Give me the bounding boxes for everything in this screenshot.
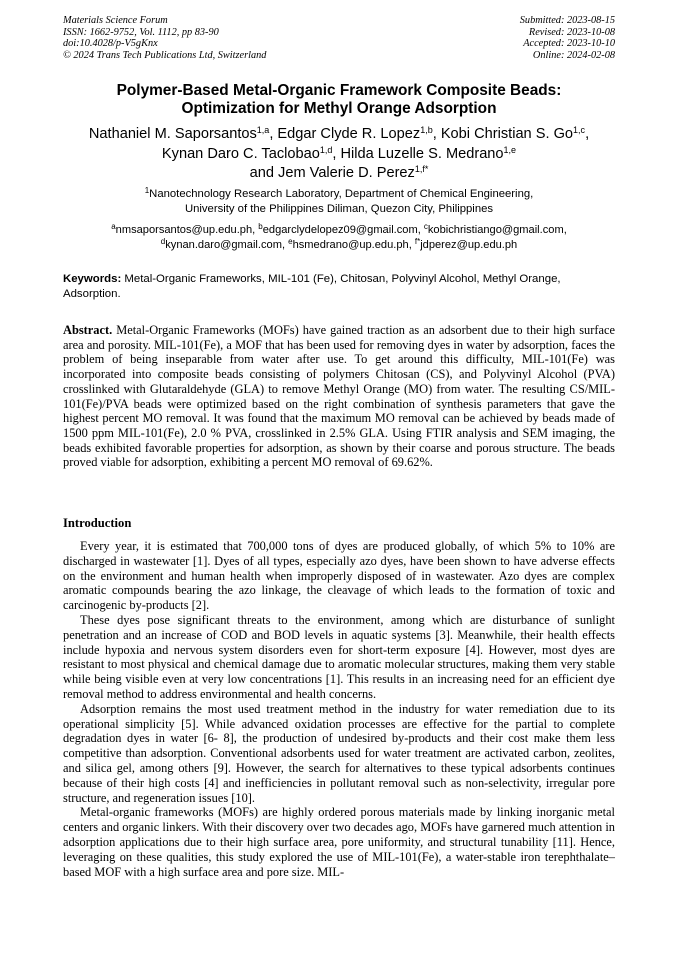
author-affil-mark: 1,a: [256, 125, 270, 135]
submitted-date: Submitted: 2023-08-15: [519, 15, 615, 26]
author-name: Hilda Luzelle S. Medrano: [340, 145, 504, 162]
journal-name: Materials Science Forum: [63, 15, 168, 26]
email-link[interactable]: hsmedrano@up.edu.ph: [292, 238, 409, 251]
keywords-text: Metal-Organic Frameworks, MIL-101 (Fe), Chitosan, Polyvinyl Alcohol, Methyl Orange, Adsorption.: [63, 273, 561, 300]
title-line-1: Polymer-Based Metal-Organic Framework Composite Beads:: [116, 82, 562, 99]
introduction-body: [63, 539, 615, 879]
abstract-text: Metal-Organic Frameworks (MOFs) have gained traction as an adsorbent due to their high surface area and porosity. MIL-101(Fe), a MOF that has been used for removing dyes in water by adsorption, faces the problem of being inseparable from water after use. To get around this difficulty, MIL-101(Fe) was incorporated into composite beads consisting of polymers Chitosan (CS), and Polyvinyl Alcohol (PVA) crosslinked with Glutaraldehyde (GLA) to remove Methyl Orange (MO) from water. The resulting CS/MIL-101(Fe)/PVA beads were optimized based on the right combination of synthesis parameters that gave the highest percent MO removal. It was found that the maximum MO removal can be achieved by beads made of 1500 ppm MIL-101(Fe), 2.0 % PVA, crosslinked in 2.5% GLA. Using FTIR analysis and SEM imaging, the beads exhibited favorable properties for adsorption, as shown by their coarse and porous structure. The beads proved viable for adsorption, exhibiting a percent MO removal of 69.62%.: [63, 323, 615, 470]
author-affil-mark: 1,b: [420, 125, 433, 135]
author-list: [50, 125, 628, 184]
paragraph: Every year, it is estimated that 700,000 tons of dyes are produced globally, of which 5% to 10% are discharged in wastewater [1]. Dyes of all types, especially azo dyes, have been shown to have adverse effects on the environment and human health when improperly disposed of in wastewater. Azo dyes are complex aromatic compounds bearing the azo linkage, the cleavage of which leads to the formation of toxic and carcinogenic by-products [2].: [63, 539, 615, 613]
email-link[interactable]: edgarclydelopez09@gmail.com: [262, 224, 418, 236]
author-affil-mark: 1,f*: [414, 164, 429, 174]
affiliation: [63, 187, 615, 216]
copyright: © 2024 Trans Tech Publications Ltd, Switzerland: [63, 49, 267, 61]
title-line-2: Optimization for Methyl Orange Adsorption: [181, 100, 497, 117]
author-separator: ,: [332, 145, 341, 162]
paragraph: Adsorption remains the most used treatment method in the industry for water remediation due to its operational simplicity [5]. While advanced oxidation processes are effective for the partial to complete degradation dyes in water [6- 8], the production of undesired by-products and their cost make them less competitive than adsorption. Conventional adsorbents used for water treatment are activated carbon, zeolites, and silica gel, among others [9]. However, the search for alternatives to these typical adsorbents continues because of their high costs [4] and inefficiencies in pollutant removal such as non-selectivity, irregular pore structure, and regeneration issues [10].: [63, 701, 615, 805]
author-name: Edgar Clyde R. Lopez: [277, 126, 421, 142]
author-emails: [63, 223, 615, 252]
affiliation-line-2: University of the Philippines Diliman, Quezon City, Philippines: [184, 202, 494, 215]
author-name: Kynan Daro C. Taclobao: [161, 145, 320, 162]
author-name: and Jem Valerie D. Perez: [249, 165, 415, 181]
paragraph: These dyes pose significant threats to the environment, among which are disturbance of sunlight penetration and an increase of COD and BOD levels in aquatic systems [3]. Meanwhile, their health effects include hypoxia and nervous system disorders even for short-term exposure [4]. However, most dyes are resistant to most physical and chemical damage due to aromatic molecular structures, making them very stable while being visible even at very low concentrations [1]. This results in an increasing need for an efficient dye removal method to address environmental and health concerns.: [63, 612, 615, 701]
authors-line-3: [50, 164, 628, 184]
email-link[interactable]: kynan.daro@gmail.com: [165, 238, 282, 251]
email-mark: e: [288, 236, 293, 246]
paragraph: Metal-organic frameworks (MOFs) are highly ordered porous materials made by linking inorganic metal centers and organic linkers. With their discovery over two decades ago, MOFs have garnered much attention in adsorption applications due to their high surface area, pore uniformity, and structural tunability [11]. Hence, leveraging on these qualities, this study explored the use of MIL-101(Fe), a water-stable iron terephthalate–based MOF with a high surface area and pore size. MIL-: [63, 805, 615, 879]
email-mark: d: [160, 236, 166, 246]
email-separator: ,: [408, 238, 415, 251]
authors-line-1: [50, 125, 628, 145]
authors-line-2: [50, 145, 628, 165]
section-heading-introduction: Introduction: [63, 516, 132, 530]
author-separator: ,: [269, 126, 278, 142]
online-date: Online: 2024-02-08: [532, 49, 615, 61]
author-separator: ,: [432, 126, 441, 142]
email-mark: a: [111, 222, 116, 231]
author-affil-mark: 1,c: [573, 125, 586, 135]
affiliation-text: Nanotechnology Research Laboratory, Department of Chemical Engineering,: [149, 188, 534, 200]
email-link[interactable]: jdperez@up.edu.ph: [420, 238, 518, 251]
paper-title: [63, 82, 615, 118]
affiliation-line-1: [63, 187, 615, 202]
author-affil-mark: 1,e: [503, 144, 517, 155]
journal-header-left: [63, 15, 266, 61]
accepted-date: Accepted: 2023-10-10: [523, 38, 615, 49]
email-mark: b: [258, 222, 263, 231]
email-mark: c: [423, 222, 428, 231]
email-separator: ,: [252, 224, 259, 236]
affiliation-mark: 1: [144, 186, 150, 195]
emails-line-2: [63, 238, 615, 253]
issn-volume: ISSN: 1662-9752, Vol. 1112, pp 83-90: [63, 26, 219, 38]
journal-header-right: [520, 15, 615, 61]
email-separator: ,: [417, 224, 424, 236]
author-affil-mark: 1,d: [319, 144, 333, 155]
email-link[interactable]: nmsaporsantos@up.edu.ph: [115, 224, 253, 236]
author-name: Nathaniel M. Saporsantos: [88, 126, 257, 142]
email-link[interactable]: kobichristiango@gmail.com: [427, 224, 564, 236]
abstract: [63, 323, 615, 470]
email-separator: ,: [281, 238, 289, 251]
revised-date: Revised: 2023-10-08: [528, 26, 615, 38]
author-separator: ,: [585, 126, 590, 142]
email-separator: ,: [563, 224, 567, 236]
email-mark: f*: [414, 236, 421, 246]
abstract-label: Abstract.: [63, 323, 113, 337]
doi: doi:10.4028/p-V5gKnx: [63, 38, 158, 49]
keywords-label: Keywords:: [63, 273, 122, 285]
emails-line-1: [63, 223, 615, 238]
author-name: Kobi Christian S. Go: [440, 126, 574, 142]
keywords: [63, 272, 615, 301]
